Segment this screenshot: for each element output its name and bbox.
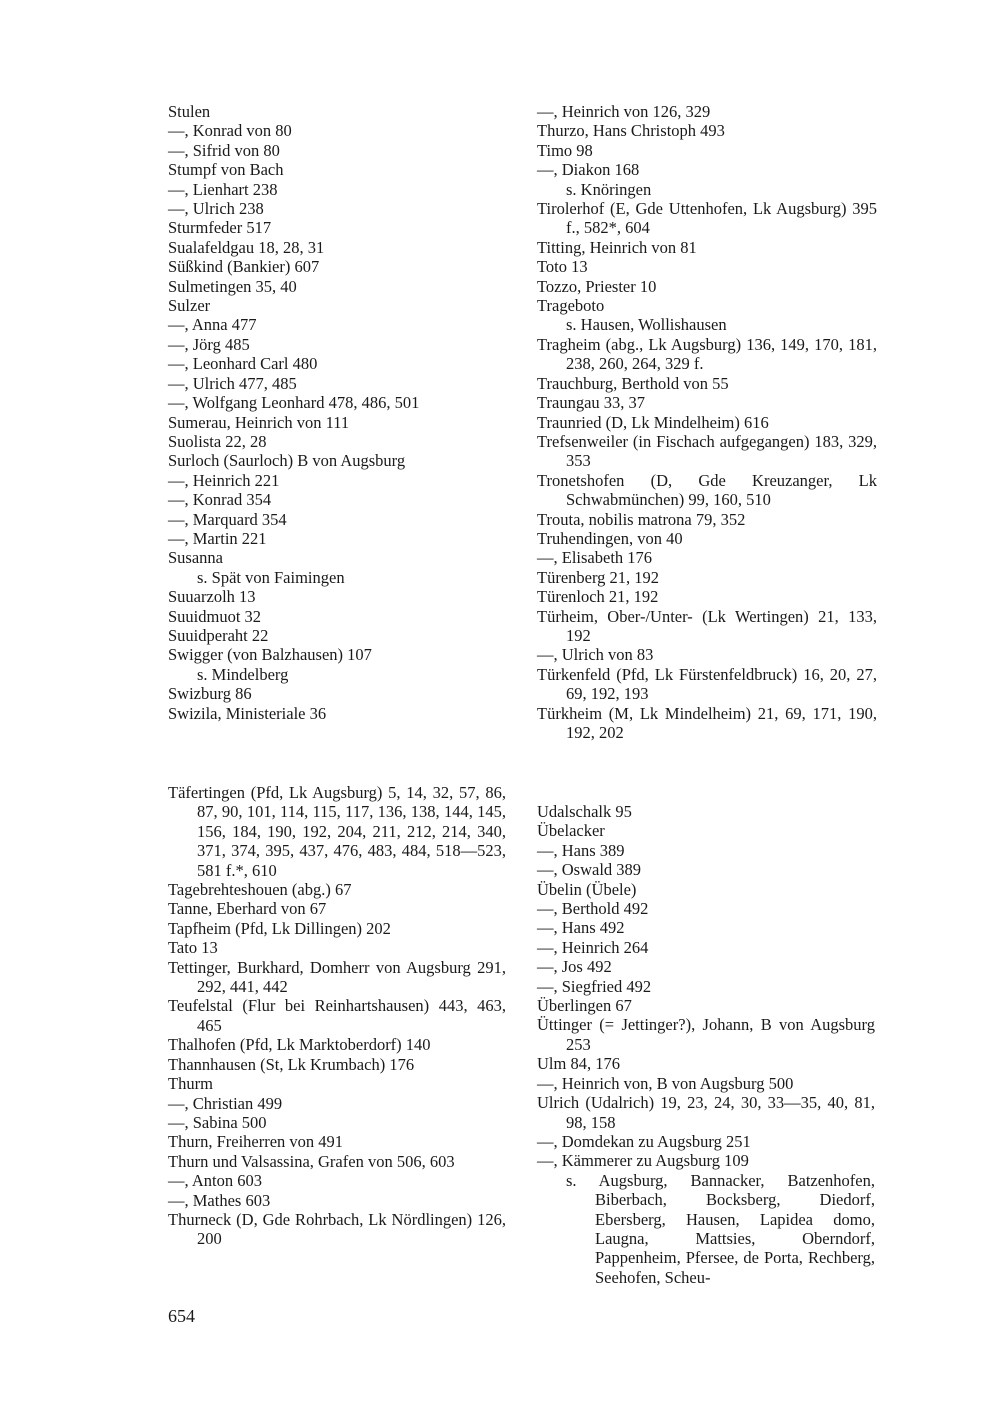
index-entry: —, Siegfried 492 (537, 976, 652, 996)
index-entry: Türheim, Ober-/Unter- (Lk Wertingen) 21, 133, 192 (537, 606, 877, 645)
index-entry: Suuidmuot 32 (168, 606, 262, 626)
index-entry: Udalschalk 95 (537, 802, 632, 821)
index-entry: —, Leonhard Carl 480 (168, 354, 318, 374)
index-entry: Tronetshofen (D, Gde Kreuzanger, Lk Schwabmünchen) 99, 160, 510 (537, 470, 877, 510)
index-entry: —, Oswald 389 (537, 860, 642, 880)
index-entry: Sualafeldgau 18, 28, 31 (168, 237, 325, 257)
index-entry: Titting, Heinrich von 81 (537, 237, 697, 257)
index-entry: Süßkind (Bankier) 607 (168, 257, 320, 277)
index-entry: Tettinger, Burkhard, Domherr von Augsburg 291, 292, 441, 442 (168, 957, 506, 997)
page-number: 654 (168, 1306, 195, 1326)
index-entry: —, Ulrich 238 (168, 199, 264, 219)
index-entry: —, Ulrich von 83 (537, 645, 654, 665)
index-entry: Sumerau, Heinrich von 111 (168, 412, 350, 432)
index-entry: Sulmetingen 35, 40 (168, 276, 297, 296)
index-entry: Thurn und Valsassina, Grafen von 506, 603 (168, 1151, 455, 1171)
index-entry: Tragheim (abg., Lk Augsburg) 136, 149, 170, 181, 238, 260, 264, 329 f. (537, 334, 877, 374)
index-entry: Türkheim (M, Lk Mindelheim) 21, 69, 171, 190, 192, 202 (537, 703, 877, 742)
index-entry: Ulm 84, 176 (537, 1054, 620, 1074)
index-cross-reference: s. Spät von Faimingen (197, 567, 345, 587)
index-entry: Thurm (168, 1074, 213, 1094)
index-entry: Stulen (168, 102, 211, 121)
index-entry: Thurneck (D, Gde Rohrbach, Lk Nördlingen) 126, 200 (168, 1209, 506, 1249)
index-entry: Üttinger (= Jettinger?), Johann, B von Augsburg 253 (537, 1015, 875, 1054)
index-column-top-right (537, 102, 877, 742)
index-entry: Swizburg 86 (168, 684, 252, 704)
index-entry: Traungau 33, 37 (537, 393, 646, 413)
index-entry: —, Heinrich 264 (537, 937, 649, 957)
index-entry: Toto 13 (537, 257, 588, 277)
index-entry: —, Konrad 354 (168, 490, 272, 510)
index-entry: —, Jos 492 (537, 957, 612, 977)
index-entry: Thurzo, Hans Christoph 493 (537, 121, 725, 141)
index-entry: Tagebrehteshouen (abg.) 67 (168, 880, 352, 900)
index-entry: —, Mathes 603 (168, 1190, 271, 1210)
index-entry: Trefsenweiler (in Fischach aufgegangen) 183, 329, 353 (537, 431, 877, 471)
index-entry: —, Sabina 500 (168, 1112, 267, 1132)
index-entry: Türenloch 21, 192 (537, 587, 659, 607)
index-entry: Türkenfeld (Pfd, Lk Fürstenfeldbruck) 16, 20, 27, 69, 192, 193 (537, 664, 877, 704)
index-entry: Swigger (von Balzhausen) 107 (168, 645, 372, 665)
index-cross-reference: s. Hausen, Wollishausen (566, 315, 727, 335)
index-entry: Truhendingen, von 40 (537, 528, 683, 548)
index-entry: Übelin (Übele) (537, 879, 637, 899)
index-entry: Thannhausen (St, Lk Krumbach) 176 (168, 1054, 415, 1074)
index-cross-reference: s. Knöringen (566, 179, 652, 199)
index-entry: Timo 98 (537, 140, 593, 160)
index-entry: Täfertingen (Pfd, Lk Augsburg) 5, 14, 32, 57, 86, 87, 90, 101, 114, 115, 117, 136, 138, 144, 145, 156, 184, 190, 192, 204, 211, 212, 214, 340, 371, 374, 395, 437, 476, 483, 484, 518—523, 581 f.*, 610 (168, 783, 506, 880)
index-entry: Tirolerhof (E, Gde Uttenhofen, Lk Augsburg) 395 f., 582*, 604 (537, 199, 877, 238)
index-entry: Trouta, nobilis matrona 79, 352 (537, 509, 746, 529)
index-entry: Surloch (Saurloch) B von Augsburg (168, 451, 406, 471)
index-entry: —, Christian 499 (168, 1093, 283, 1113)
index-entry: Suuidperaht 22 (168, 625, 269, 645)
index-entry: Trauchburg, Berthold von 55 (537, 373, 729, 393)
index-entry: —, Martin 221 (168, 528, 267, 548)
index-entry: Tozzo, Priester 10 (537, 276, 657, 296)
index-entry: —, Kämmerer zu Augsburg 109 (537, 1151, 749, 1171)
index-entry: Sturmfeder 517 (168, 218, 272, 238)
index-entry: Thurn, Freiherren von 491 (168, 1132, 344, 1152)
index-cross-reference: s. Augsburg, Bannacker, Batzenhofen, Biberbach, Bocksberg, Diedorf, Ebersberg, Hausen, Lapidea domo, Laugna, Mattsies, Oberndorf, Pappenheim, Pfersee, de Porta, Rechberg, Seehofen, Scheu- (566, 1170, 875, 1287)
index-entry: —, Wolfgang Leonhard 478, 486, 501 (168, 393, 420, 413)
index-entry: Tapfheim (Pfd, Lk Dillingen) 202 (168, 918, 391, 938)
index-entry: Suuarzolh 13 (168, 587, 256, 607)
index-entry: —, Anna 477 (168, 315, 257, 335)
index-entry: Tato 13 (168, 938, 218, 958)
index-entry: —, Heinrich von, B von Augsburg 500 (537, 1073, 794, 1093)
index-entry: —, Heinrich von 126, 329 (537, 102, 711, 121)
index-entry: —, Sifrid von 80 (168, 140, 280, 160)
index-entry: Ulrich (Udalrich) 19, 23, 24, 30, 33—35, 40, 81, 98, 158 (537, 1093, 875, 1132)
index-entry: Trageboto (537, 296, 605, 316)
index-entry: Suolista 22, 28 (168, 431, 267, 451)
index-entry: Susanna (168, 548, 223, 568)
index-entry: —, Jörg 485 (168, 334, 250, 354)
index-entry: —, Domdekan zu Augsburg 251 (537, 1131, 751, 1151)
index-entry: —, Konrad von 80 (168, 121, 292, 141)
index-column-bottom-right (537, 802, 875, 1287)
index-entry: —, Elisabeth 176 (537, 548, 653, 568)
index-entry: Swizila, Ministeriale 36 (168, 703, 327, 723)
index-cross-reference: s. Mindelberg (197, 664, 289, 684)
index-entry: —, Hans 492 (537, 918, 625, 938)
index-column-bottom-left (168, 783, 506, 1249)
index-entry: Traunried (D, Lk Mindelheim) 616 (537, 412, 769, 432)
index-entry: Überlingen 67 (537, 996, 632, 1016)
index-entry: Teufelstal (Flur bei Reinhartshausen) 443, 463, 465 (168, 996, 506, 1035)
index-entry: Thalhofen (Pfd, Lk Marktoberdorf) 140 (168, 1035, 431, 1055)
index-entry: —, Lienhart 238 (168, 179, 278, 199)
index-entry: —, Hans 389 (537, 840, 625, 860)
index-entry: Übelacker (537, 821, 605, 841)
index-entry: Tanne, Eberhard von 67 (168, 899, 327, 919)
index-entry: —, Berthold 492 (537, 899, 649, 919)
index-entry: —, Marquard 354 (168, 509, 287, 529)
index-entry: —, Heinrich 221 (168, 470, 280, 490)
index-entry: Stumpf von Bach (168, 160, 284, 180)
index-entry: —, Diakon 168 (537, 160, 640, 180)
index-entry: Sulzer (168, 296, 211, 316)
index-entry: Türenberg 21, 192 (537, 567, 660, 587)
index-column-top-left (168, 102, 508, 723)
index-entry: —, Ulrich 477, 485 (168, 373, 297, 393)
index-entry: —, Anton 603 (168, 1171, 262, 1191)
